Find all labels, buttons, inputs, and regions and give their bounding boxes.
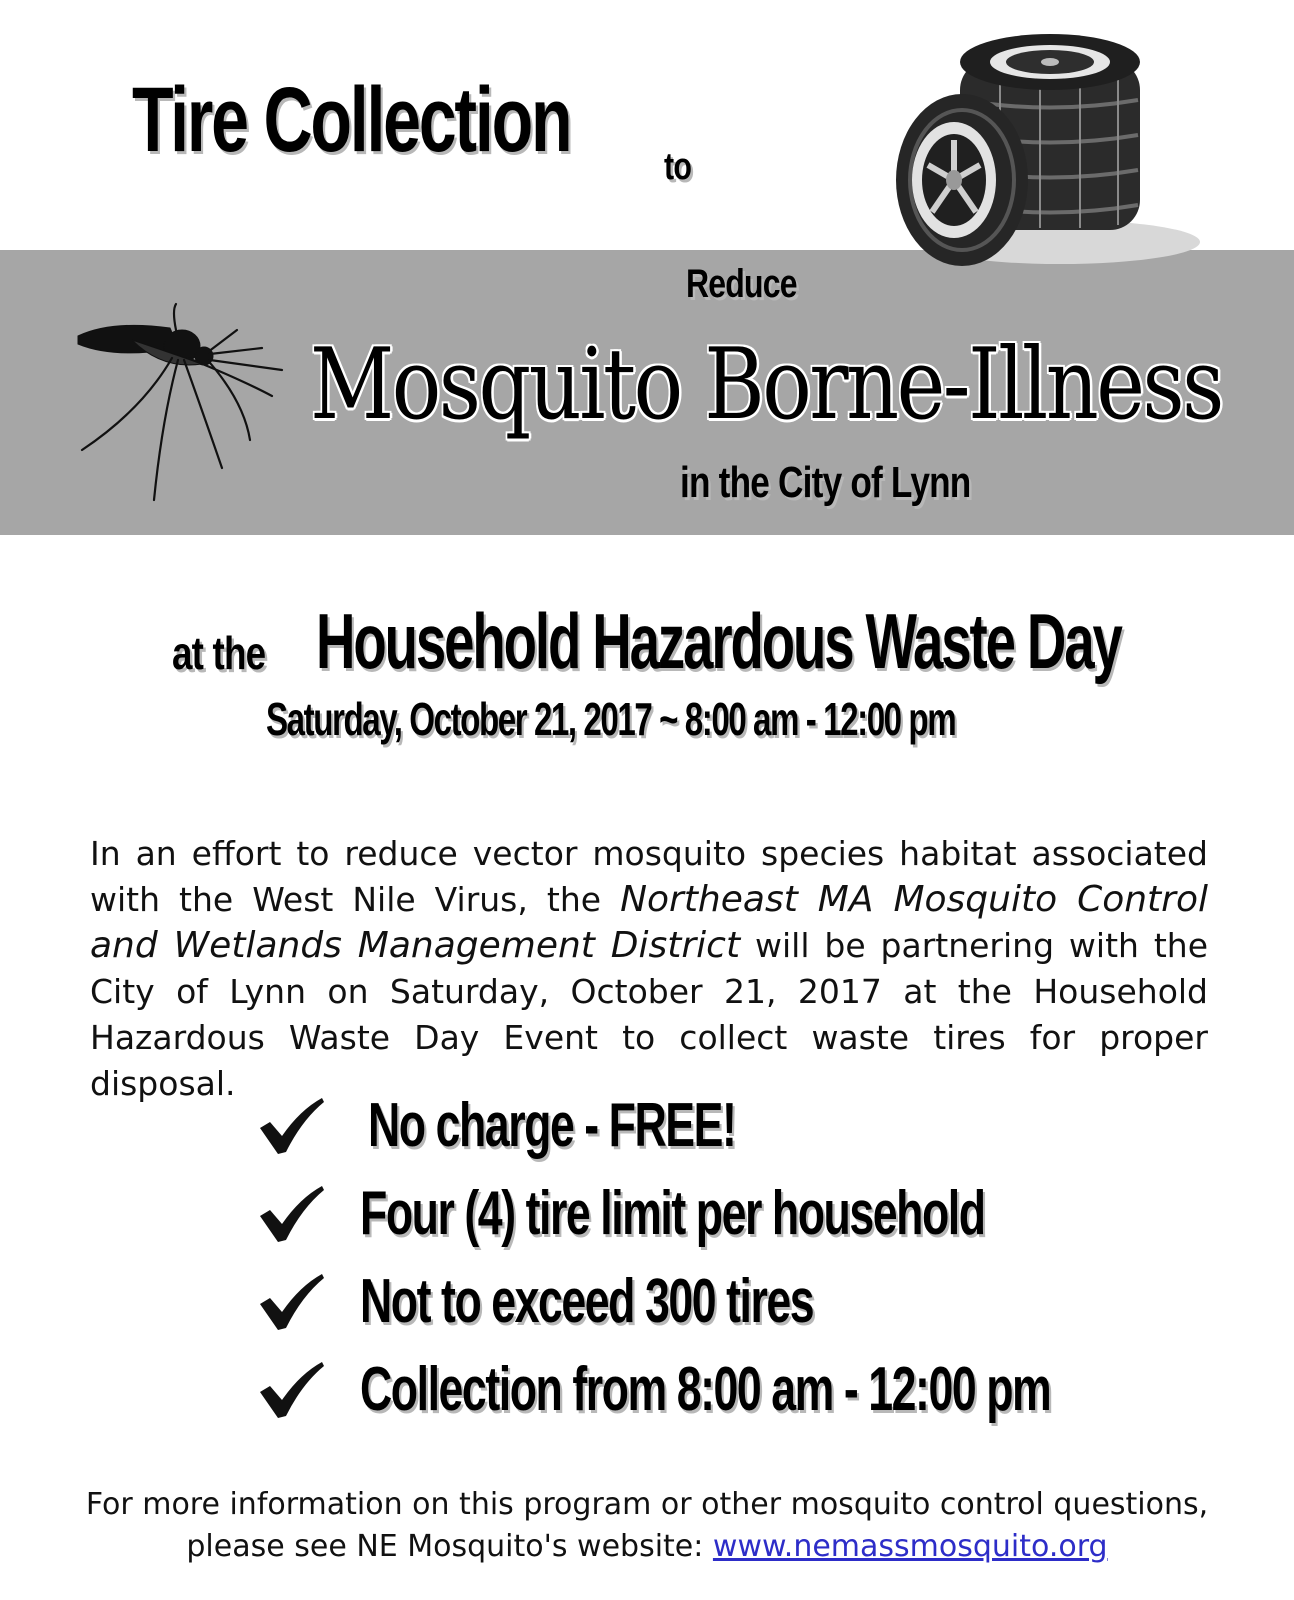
event-date-time: Saturday, October 21, 2017 ~ 8:00 am - 12:00 pm — [266, 693, 956, 745]
checkmark-icon — [256, 1360, 326, 1420]
checklist-item-text: Not to exceed 300 tires — [360, 1267, 814, 1336]
mosquito-icon — [72, 300, 302, 510]
organization-name: Northeast MA Mosquito Control and Wetlands Management District — [90, 879, 1208, 966]
title-connector: to — [664, 146, 692, 188]
checklist-item-text: No charge - FREE! — [368, 1091, 736, 1160]
event-name: Household Hazardous Waste Day — [316, 597, 1121, 685]
checkmark-icon — [256, 1096, 326, 1156]
footer — [0, 1484, 1294, 1568]
body-details: will be partnering with the City of Lynn on Saturday, October 21, 2017 at the Household Hazardous Waste Day Event to collect waste tires for proper disposal. — [90, 926, 1208, 1103]
footer-line-1: For more information on this program or other mosquito control questions, — [85, 1487, 1209, 1522]
checkmark-icon — [256, 1272, 326, 1332]
checkmark-icon — [256, 1184, 326, 1244]
body-paragraph — [90, 831, 1208, 1107]
location-line: in the City of Lynn — [680, 458, 971, 507]
footer-website-prefix: please see NE Mosquito's website: — [186, 1529, 704, 1564]
body-intro: In an effort to reduce vector mosquito species habitat associated with the West Nile Virus, the — [90, 834, 1208, 919]
footer-line-2 — [0, 1526, 1294, 1568]
event-prefix: at the — [172, 627, 266, 679]
reduce-label: Reduce — [686, 262, 797, 306]
checklist-item-text: Four (4) tire limit per household — [360, 1179, 985, 1248]
flyer-title: Tire Collection — [132, 69, 571, 171]
checklist-item-text: Collection from 8:00 am - 12:00 pm — [360, 1355, 1051, 1424]
headline: Mosquito Borne-Illness — [310, 328, 1222, 442]
website-link[interactable]: www.nemassmosquito.org — [712, 1529, 1108, 1564]
tire-stack-icon — [890, 20, 1200, 280]
